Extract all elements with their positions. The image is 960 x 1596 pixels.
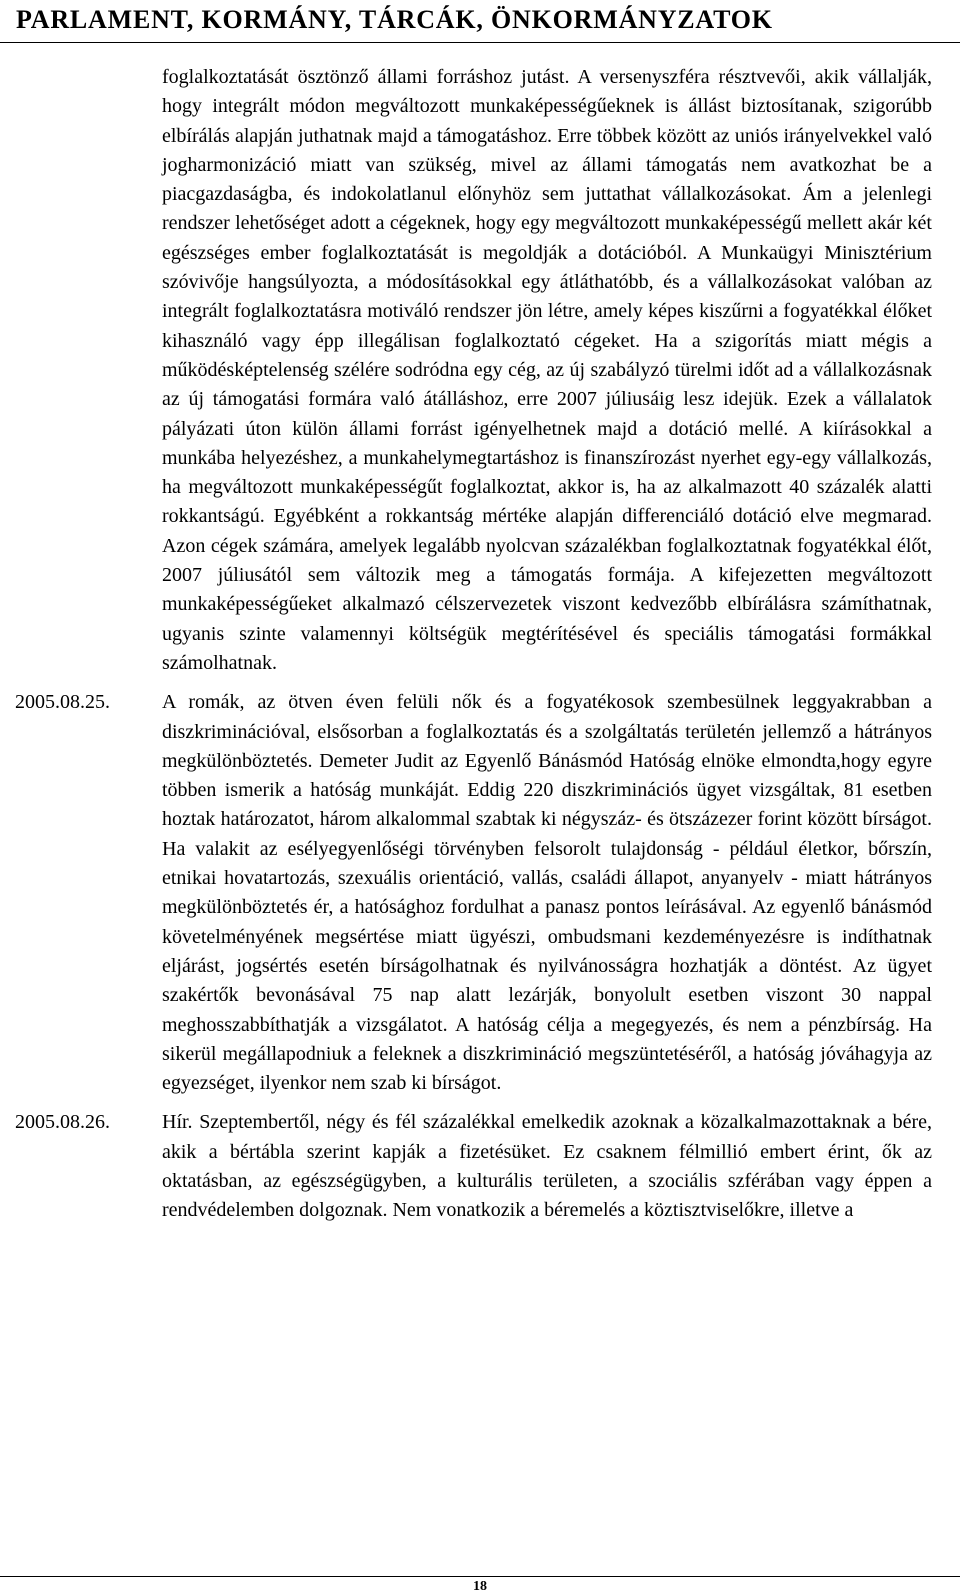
entry-text: foglalkoztatását ösztönző állami forráshoz jutást. A versenyszféra résztvevői, akik vállalják, hogy integrált módon megváltozott munkaképességűeknek is állást biztosítanak, szigorúbb elbírálás alapján juthatnak majd a támogatáshoz. Erre többek között az uniós irányelvekkel való jogharmonizáció miatt van szükség, mivel az állami támogatás nem avatkozhat be a piacgazdaságba, és indokolatlanul előnyhöz sem juttathat vállalkozásokat. Ám a jelenlegi rendszer lehetőséget adott a cégeknek, hogy egy megváltozott munkaképességű mellett akár két egészséges ember foglalkoztatását is megoldják a dotációból. A Munkaügyi Minisztérium szóvivője hangsúlyozta, a módosításokkal egy átláthatóbb, és a vállalkozásokat valóban az integrált foglalkoztatásra motiváló rendszer jön létre, amely képes kiszűrni a fogyatékkal élőket kihasználó vagy épp illegálisan foglalkoztató cégeket. Ha a szigorítás miatt mégis a működésképtelenség szélére sodródna egy cég, az új szabályzó türelmi időt ad a vállalkozásnak az új támogatási formára való átálláshoz, erre 2007 júliusáig lesz idejük. Ezek a vállalatok pályázati úton külön állami forrást igényelhetnek majd a dotáció mellé. A kiírásokkal a munkába helyezéshez, a munkahelymegtartáshoz is finanszírozást nyerhet egy-egy vállalkozás, ha megváltozott munkaképességűt foglalkoztat, akkor is, ha az alkalmazott 40 százalék alatti rokkantságú. Egyébként a rokkantság mértéke alapján differenciáló dotáció elve megmarad. Azon cégek számára, amelyek legalább nyolcvan százalékban foglalkoztatnak fogyatékkal élőt, 2007 júliusától sem változik meg a támogatás formája. A kifejezetten megváltozott munkaképességűeket alkalmazó célszervezetek viszont kedvezőbb elbírálásra számíthatnak, ugyanis szinte valamennyi költségük megtérítésével és speciális támogatási formákkal számolhatnak. <box>162 66 932 674</box>
list-item <box>0 63 960 678</box>
list-item <box>0 688 960 1098</box>
entry-date: 2005.08.26. <box>15 1111 110 1134</box>
page-footer <box>0 1576 960 1596</box>
list-item <box>0 1108 960 1225</box>
entries-list <box>0 63 960 1226</box>
entry-date: 2005.08.25. <box>15 691 110 714</box>
page-title: PARLAMENT, KORMÁNY, TÁRCÁK, ÖNKORMÁNYZATOK <box>16 5 773 34</box>
page-header <box>0 0 960 43</box>
page-number: 18 <box>473 1579 487 1594</box>
entry-text: Hír. Szeptembertől, négy és fél százalékkal emelkedik azoknak a közalkalmazottaknak a bére, akik a bértábla szerint kapják a fizetésüket. Ez csaknem félmillió embert érint, ők az oktatásban, az egészségügyben, a kulturális területen, a szociális szférában vagy éppen a rendvédelemben dolgoznak. Nem vonatkozik a béremelés a köztisztviselőkre, illetve a <box>162 1111 932 1222</box>
entry-text: A romák, az ötven éven felüli nők és a fogyatékosok szembesülnek leggyakrabban a diszkriminációval, elsősorban a foglalkoztatás és a szolgáltatás területén jellemző a hátrányos megkülönböztetés. Demeter Judit az Egyenlő Bánásmód Hatóság elnöke elmondta,hogy egyre többen ismerik a hatóság munkáját. Eddig 220 diszkriminációs ügyet vizsgáltak, 81 esetben hoztak határozatot, három alkalommal szabtak ki négyszáz- és ötszázezer forint között bírságot. Ha valakit az esélyegyenlőségi törvényben felsorolt tulajdonság - például életkor, bőrszín, etnikai hovatartozás, szexuális orientáció, vallás, családi állapot, anyanyelv - miatt hátrányos megkülönböztetés ér, a hatósághoz fordulhat a panasz pontos leírásával. Az egyenlő bánásmód követelményének megsértése miatt ügyészi, ombudsmani kezdeményezésre is indíthatnak eljárást, jogsértés esetén bírságolhatnak és nyilvánosságra hozhatják a döntést. Az ügyet szakértők bevonásával 75 nap alatt lezárják, bonyolult esetben viszont 30 nappal meghosszabbíthatják a vizsgálatot. A hatóság célja a megegyezés, és nem a pénzbírság. Ha sikerül megállapodniuk a feleknek a diszkrimináció megszüntetéséről, a hatóság jóváhagyja az egyezséget, ilyenkor nem szab ki bírságot. <box>162 691 932 1095</box>
